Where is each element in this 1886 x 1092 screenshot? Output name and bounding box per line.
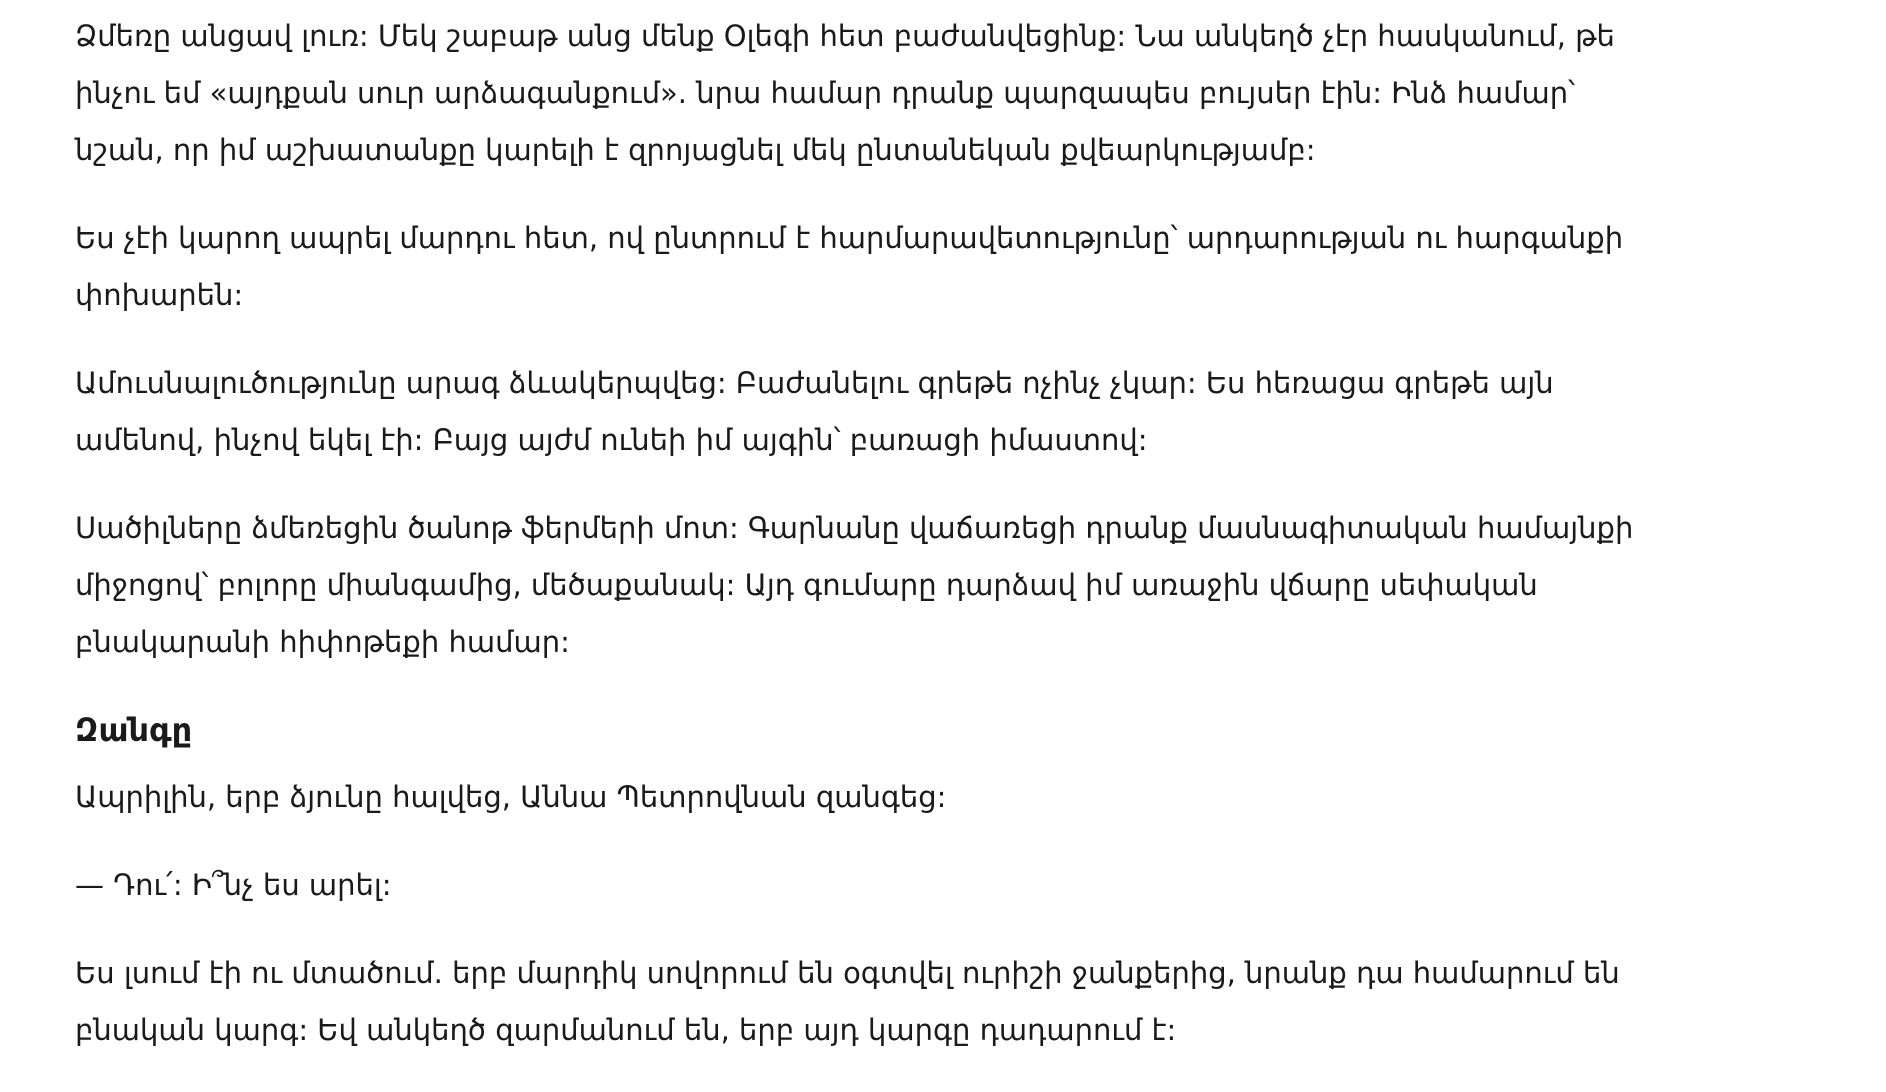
paragraph: Ամուսնալուծությունը արագ ձևակերպվեց: Բաժանելու գրեթե ոչինչ չկար: Ես հեռացա գրեթե այն ամենով, ինչով եկել էի: Բայց այժմ ունեի իմ այգին՝ բառացի իմաստով: bbox=[75, 366, 1554, 457]
paragraph: Ձմեռը անցավ լուռ: Մեկ շաբաթ անց մենք Օլեգի հետ բաժանվեցինք: Նա անկեղծ չէր հասկանում, թե ինչու եմ «այդքան սուր արձագանքում». նրա համար դրանք պարզապես բույսեր էին: Ինձ համար՝ նշան, որ իմ աշխատանքը կարելի է զրոյացնել մեկ ընտանեկան քվեարկությամբ: bbox=[75, 19, 1615, 167]
document-body bbox=[75, 8, 1655, 1090]
paragraph: — Դու՛: Ի՞նչ ես արել: bbox=[75, 868, 392, 902]
paragraph: Ես չէի կարող ապրել մարդու հետ, ով ընտրում է հարմարավետությունը՝ արդարության ու հարգանքի փոխարեն: bbox=[75, 221, 1624, 312]
paragraph: Սածիլները ձմեռեցին ծանոթ ֆերմերի մոտ: Գարնանը վաճառեցի դրանք մասնագիտական համայնքի միջոցով՝ բոլորը միանգամից, մեծաքանակ: Այդ գումարը դարձավ իմ առաջին վճարը սեփական բնակարանի հիփոթեքի համար: bbox=[75, 511, 1634, 659]
paragraph: Ես լսում էի ու մտածում. երբ մարդիկ սովորում են օգտվել ուրիշի ջանքերից, նրանք դա համարում են բնական կարգ: Եվ անկեղծ զարմանում են, երբ այդ կարգը դադարում է: bbox=[75, 956, 1620, 1047]
paragraph: Ապրիլին, երբ ձյունը հալվեց, Աննա Պետրովնան զանգեց: bbox=[75, 780, 947, 814]
section-heading: Զանգը bbox=[75, 711, 193, 749]
